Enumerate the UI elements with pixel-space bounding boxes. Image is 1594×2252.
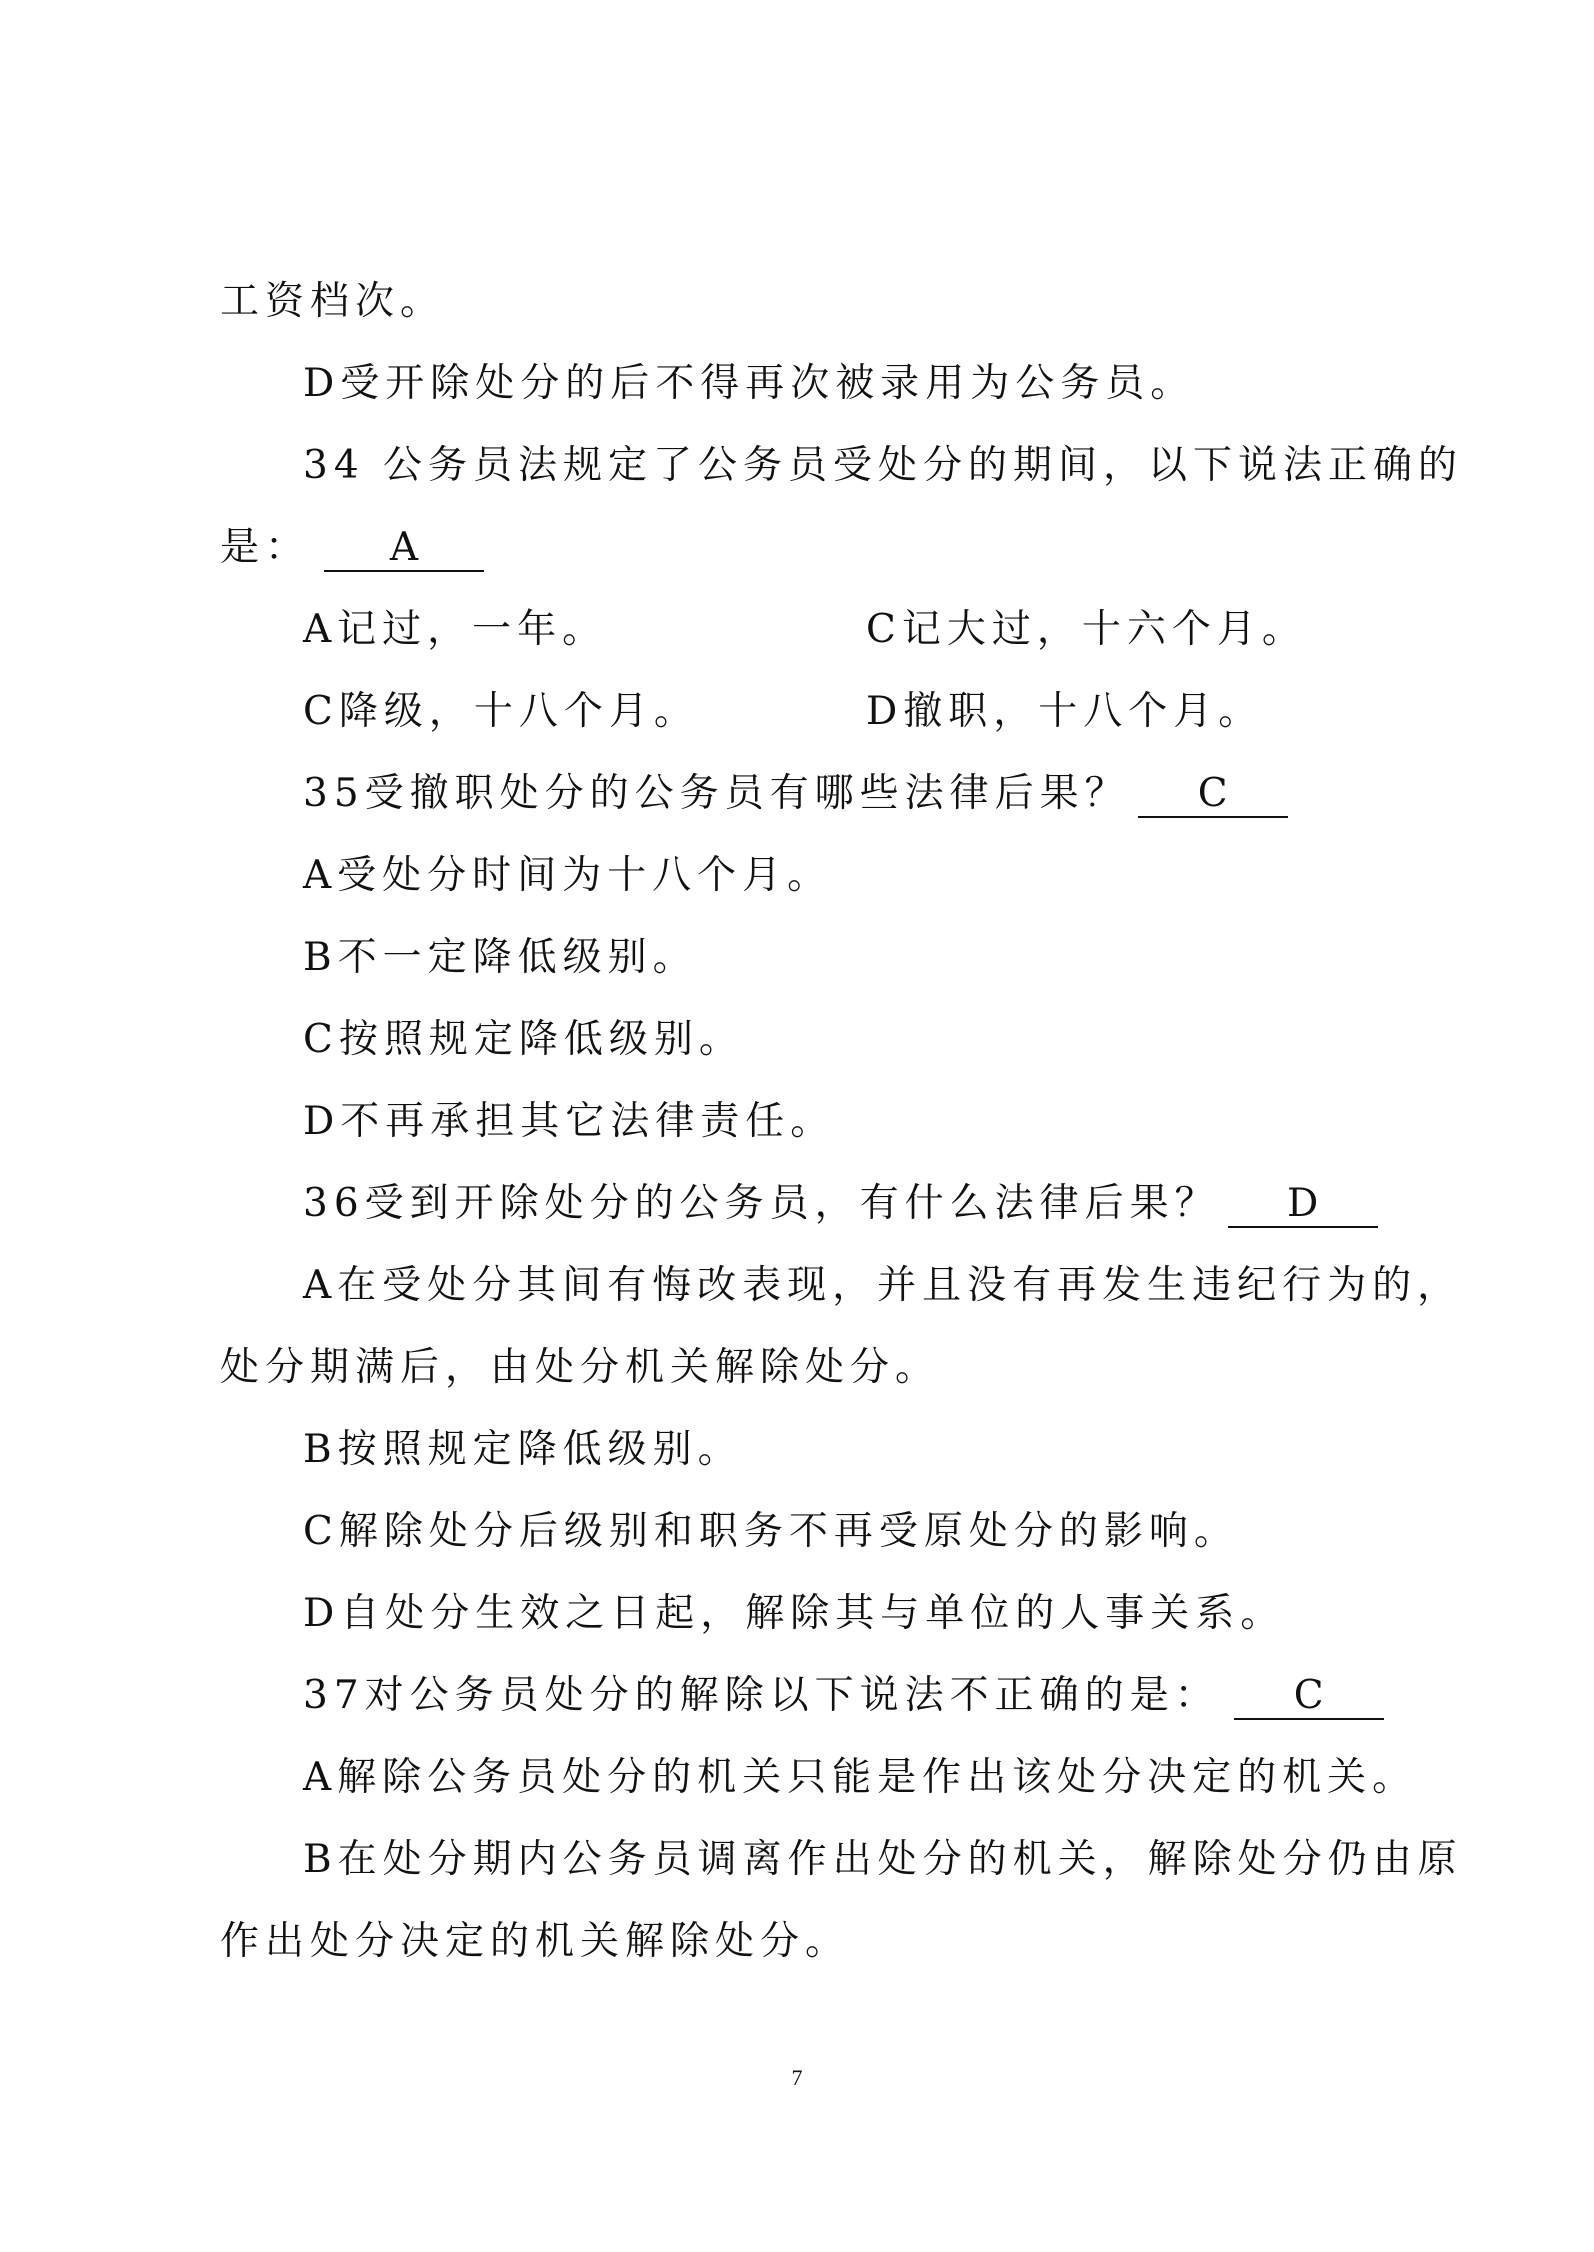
option-c: C记大过，十六个月。 bbox=[866, 607, 1307, 652]
option-a: A受处分时间为十八个月。 bbox=[303, 853, 833, 898]
question-37-stem: 37对公务员处分的解除以下说法不正确的是： bbox=[303, 1673, 1220, 1718]
option-c: C降级，十八个月。 bbox=[303, 689, 699, 734]
question-37-line bbox=[303, 1668, 1384, 1724]
option-a-continued: 处分期满后，由处分机关解除处分。 bbox=[220, 1345, 941, 1390]
option-c: C解除处分后级别和职务不再受原处分的影响。 bbox=[303, 1509, 1239, 1554]
option-a: A在受处分其间有悔改表现，并且没有再发生违纪行为的， bbox=[303, 1263, 1463, 1308]
option-c: C按照规定降低级别。 bbox=[303, 1017, 744, 1062]
option-b: B不一定降低级别。 bbox=[303, 935, 698, 980]
question-35-line bbox=[303, 766, 1288, 822]
question-34-stem: 34 公务员法规定了公务员受处分的期间，以下说法正确的 bbox=[303, 443, 1464, 488]
option-a: A解除公务员处分的机关只能是作出该处分决定的机关。 bbox=[303, 1755, 1418, 1800]
option-d: D自处分生效之日起，解除其与单位的人事关系。 bbox=[303, 1591, 1286, 1636]
option-a: A记过，一年。 bbox=[303, 607, 608, 652]
text-line: 工资档次。 bbox=[220, 279, 446, 324]
answer-blank: C bbox=[1138, 772, 1288, 818]
question-34-answer-line bbox=[220, 520, 484, 576]
question-36-stem: 36受到开除处分的公务员，有什么法律后果？ bbox=[303, 1181, 1220, 1226]
question-34-stem-end: 是： bbox=[220, 525, 311, 570]
option-b: B按照规定降低级别。 bbox=[303, 1427, 743, 1472]
page-number: 7 bbox=[791, 2065, 803, 2090]
question-35-stem: 35受撤职处分的公务员有哪些法律后果？ bbox=[303, 771, 1130, 816]
answer-blank: D bbox=[1228, 1182, 1378, 1228]
answer-blank: C bbox=[1234, 1674, 1384, 1720]
question-36-line bbox=[303, 1176, 1378, 1232]
option-b: B在处分期内公务员调离作出处分的机关，解除处分仍由原 bbox=[303, 1837, 1463, 1882]
answer-blank: A bbox=[324, 526, 484, 572]
option-d: D不再承担其它法律责任。 bbox=[303, 1099, 836, 1144]
text-line: D受开除处分的后不得再次被录用为公务员。 bbox=[303, 361, 1196, 406]
option-b-continued: 作出处分决定的机关解除处分。 bbox=[220, 1919, 851, 1964]
option-d: D撤职，十八个月。 bbox=[866, 689, 1264, 734]
